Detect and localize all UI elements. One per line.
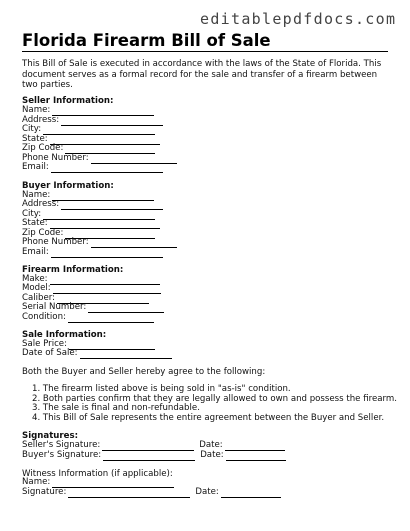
seller-signature-date-line[interactable] <box>225 442 285 451</box>
firearm-make-label: Make: <box>22 274 48 284</box>
seller-email-line[interactable] <box>51 164 163 173</box>
firearm-condition-field[interactable] <box>22 313 154 323</box>
term-item: 2. Both parties confirm that they are legally allowed to own and possess the firearm. <box>32 393 397 404</box>
buyer-state-line[interactable] <box>50 220 160 229</box>
seller-address-label: Address: <box>22 115 60 125</box>
seller-signature-date-label: Date: <box>199 440 223 450</box>
witness-date-label: Date: <box>195 487 219 497</box>
buyer-zip-label: Zip Code: <box>22 228 64 238</box>
witness-signature-line[interactable] <box>68 489 190 498</box>
term-item: 4. This Bill of Sale represents the entire agreement between the Buyer and Seller. <box>32 413 385 424</box>
buyer-phone-line[interactable] <box>91 239 177 248</box>
buyer-section-heading: Buyer Information: <box>22 181 114 191</box>
title-divider <box>22 51 388 52</box>
firearm-model-line[interactable] <box>53 285 161 294</box>
buyer-phone-label: Phone Number: <box>22 237 89 247</box>
seller-signature-label: Seller's Signature: <box>22 440 101 450</box>
seller-name-line[interactable] <box>52 107 154 116</box>
witness-name-line[interactable] <box>52 479 174 488</box>
firearm-condition-line[interactable] <box>68 314 154 323</box>
term-item: 1. The firearm listed above is being sold in "as-is" condition. <box>32 384 291 394</box>
buyer-address-field[interactable] <box>22 200 163 210</box>
seller-signature-line[interactable] <box>102 442 194 451</box>
buyer-signature-date-line[interactable] <box>226 452 286 461</box>
seller-email-label: Email: <box>22 162 49 172</box>
sale-date-field[interactable] <box>22 349 172 359</box>
buyer-signature-row[interactable] <box>22 451 286 461</box>
buyer-city-label: City: <box>22 209 42 219</box>
firearm-caliber-label: Caliber: <box>22 293 56 303</box>
document-title: Florida Firearm Bill of Sale <box>22 31 271 50</box>
signatures-section-heading: Signatures: <box>22 431 79 441</box>
sale-price-label: Sale Price: <box>22 339 67 349</box>
seller-city-label: City: <box>22 124 42 134</box>
buyer-address-label: Address: <box>22 199 60 209</box>
seller-email-field[interactable] <box>22 163 163 173</box>
buyer-name-label: Name: <box>22 190 51 200</box>
buyer-signature-date-label: Date: <box>200 450 224 460</box>
agreement-statement: Both the Buyer and Seller hereby agree to the following: <box>22 367 266 377</box>
buyer-email-label: Email: <box>22 247 49 257</box>
firearm-serial-label: Serial Number: <box>22 302 87 312</box>
intro-paragraph: This Bill of Sale is executed in accordance with the laws of the State of Florida. This document serves as a formal record for the sale and transfer of a firearm between two parties. <box>22 59 382 90</box>
witness-date-line[interactable] <box>221 489 281 498</box>
sale-date-line[interactable] <box>80 350 172 359</box>
witness-heading: Witness Information (if applicable): <box>22 469 173 479</box>
firearm-serial-line[interactable] <box>88 304 164 313</box>
witness-signature-row[interactable] <box>22 488 281 498</box>
seller-city-line[interactable] <box>43 126 155 135</box>
sale-date-label: Date of Sale: <box>22 348 78 358</box>
site-watermark: editablepdfdocs.com <box>200 10 397 28</box>
sale-section-heading: Sale Information: <box>22 330 107 340</box>
term-item: 3. The sale is final and non-refundable. <box>32 403 200 414</box>
buyer-state-label: State: <box>22 218 48 228</box>
seller-section-heading: Seller Information: <box>22 96 114 106</box>
seller-zip-label: Zip Code: <box>22 143 64 153</box>
witness-signature-label: Signature: <box>22 487 67 497</box>
buyer-address-line[interactable] <box>61 201 163 210</box>
terms-list <box>32 385 397 424</box>
buyer-signature-label: Buyer's Signature: <box>22 450 102 460</box>
buyer-email-line[interactable] <box>51 249 163 258</box>
firearm-condition-label: Condition: <box>22 312 66 322</box>
buyer-email-field[interactable] <box>22 248 163 258</box>
firearm-model-label: Model: <box>22 283 51 293</box>
firearm-section-heading: Firearm Information: <box>22 265 124 275</box>
seller-state-label: State: <box>22 134 48 144</box>
witness-name-label: Name: <box>22 477 51 487</box>
seller-name-label: Name: <box>22 105 51 115</box>
seller-phone-label: Phone Number: <box>22 153 89 163</box>
buyer-signature-line[interactable] <box>103 452 195 461</box>
